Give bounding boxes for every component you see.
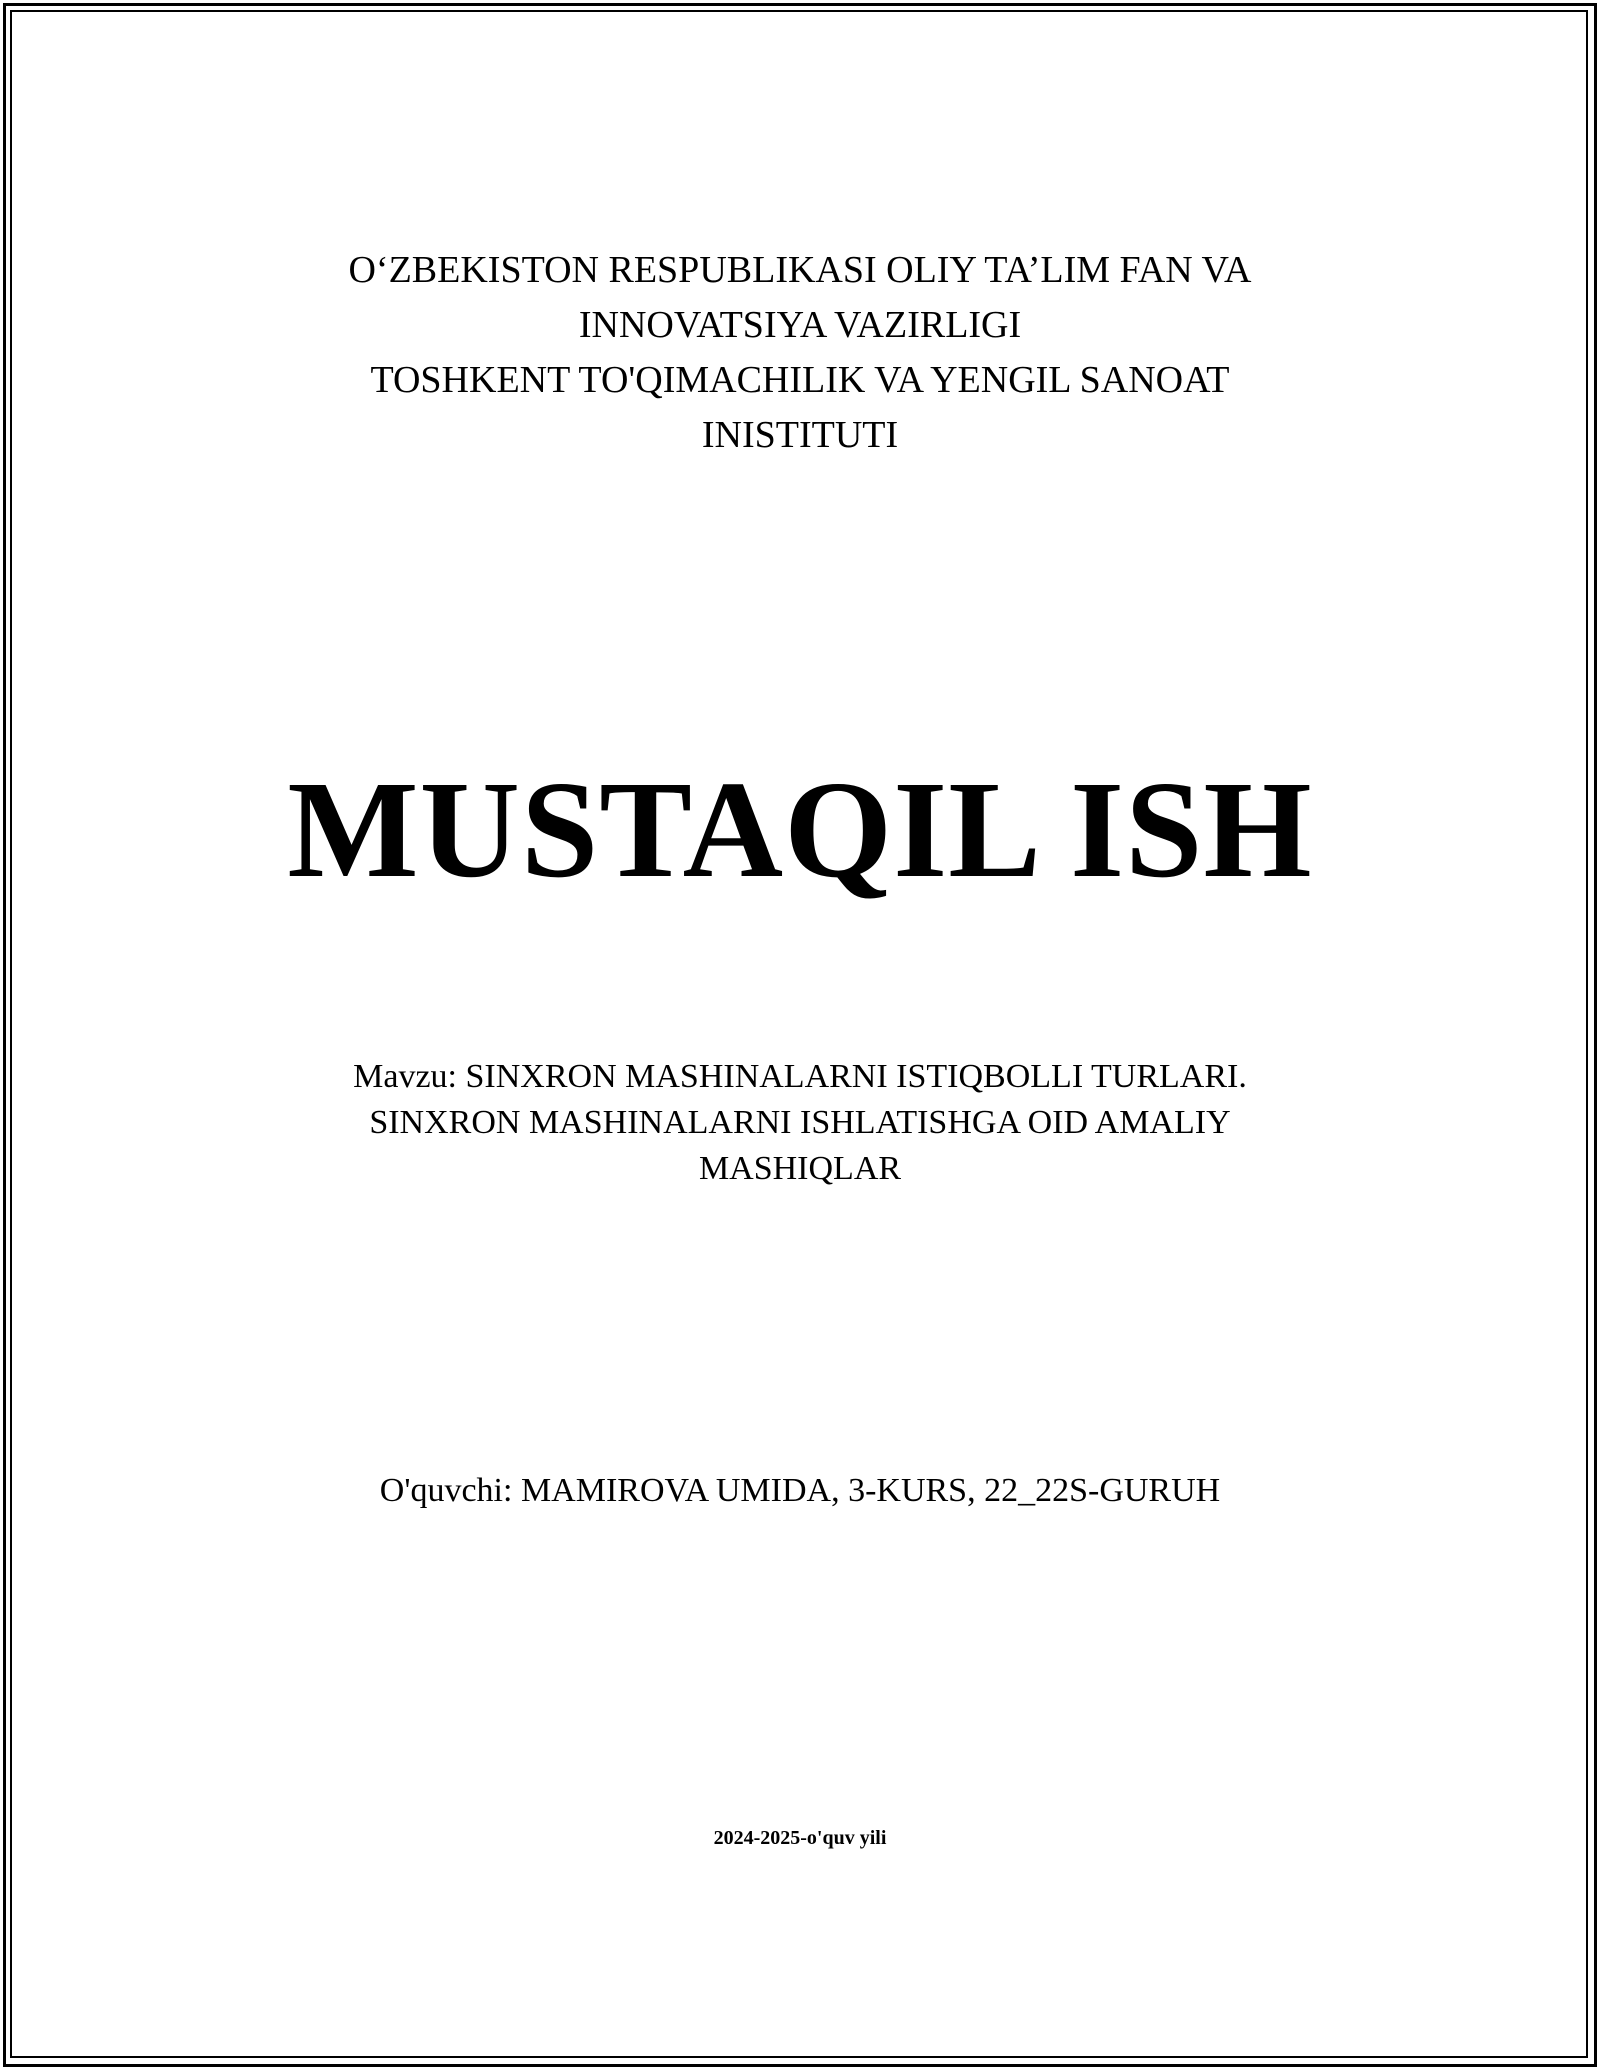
- header-line: INNOVATSIYA VAZIRLIGI: [578, 304, 1022, 346]
- ministry-header: [0, 243, 1600, 463]
- topic-line: Mavzu: SINXRON MASHINALARNI ISTIQBOLLI TURLARI.: [353, 1058, 1247, 1095]
- student-info: O'quvchi: MAMIROVA UMIDA, 3-KURS, 22_22S-GURUH: [379, 1472, 1221, 1509]
- topic-line: MASHIQLAR: [698, 1150, 902, 1187]
- header-line: O‘ZBEKISTON RESPUBLIKASI OLIY TA’LIM FAN VA: [348, 249, 1252, 291]
- header-line: TOSHKENT TO'QIMACHILIK VA YENGIL SANOAT: [370, 359, 1230, 401]
- document-title: MUSTAQIL ISH: [287, 753, 1313, 907]
- topic-block: [0, 1054, 1600, 1192]
- topic-line: SINXRON MASHINALARNI ISHLATISHGA OID AMALIY: [369, 1104, 1231, 1141]
- header-line: INISTITUTI: [701, 414, 899, 456]
- academic-year: 2024-2025-o'quv yili: [713, 1827, 887, 1849]
